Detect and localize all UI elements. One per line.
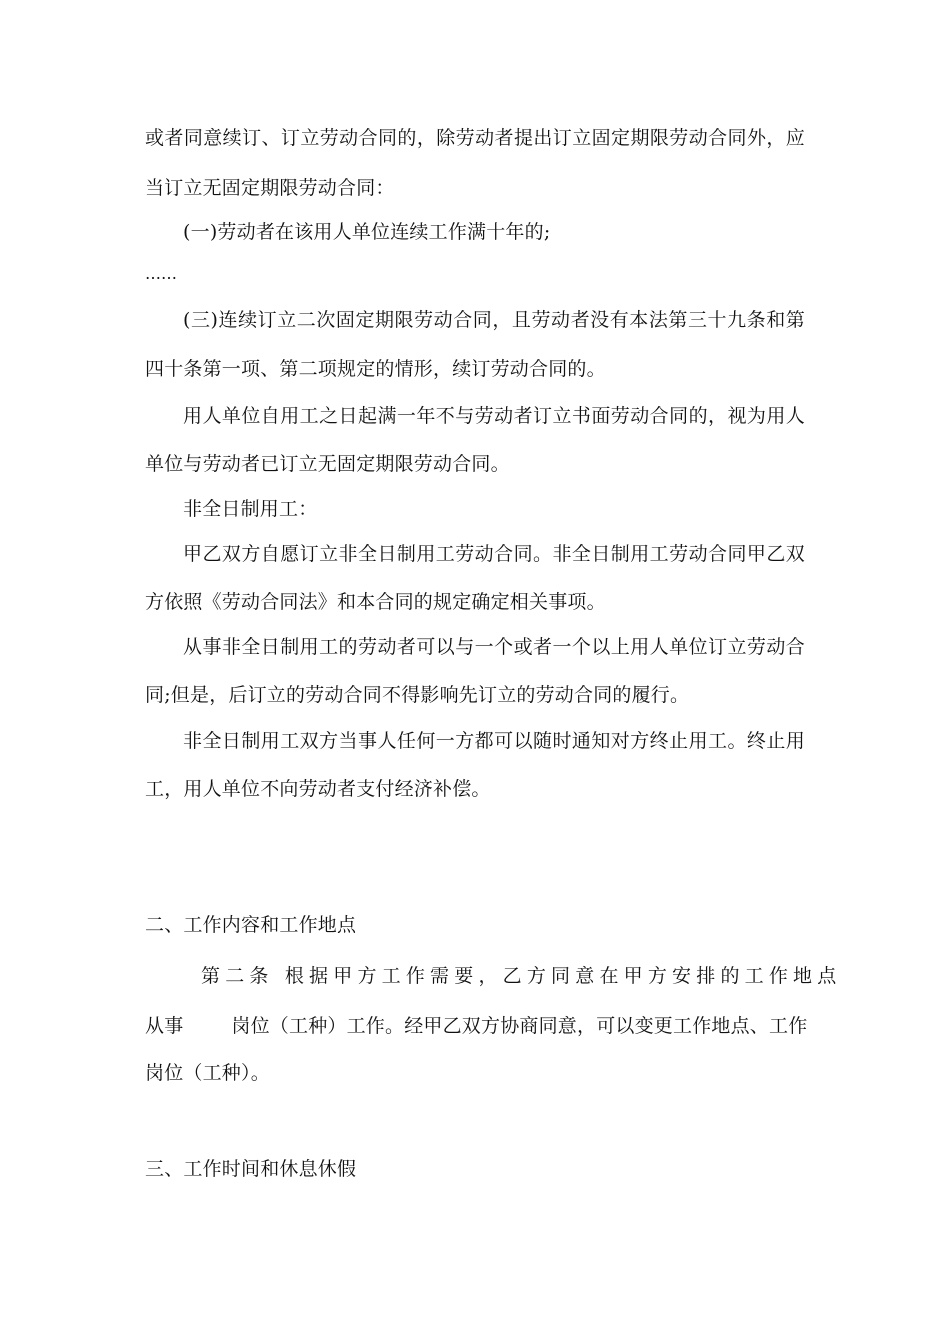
paragraph-line: 非全日制用工双方当事人任何一方都可以随时通知对方终止用工。终止用 [183, 730, 805, 752]
paragraph-line: 当订立无固定期限劳动合同： [145, 177, 395, 199]
ellipsis-line: …… [145, 264, 177, 283]
paragraph-line: 工，用人单位不向劳动者支付经济补偿。 [145, 778, 491, 800]
list-item-one: (一)劳动者在该用人单位连续工作满十年的; [183, 221, 551, 243]
article-two-line [145, 1013, 808, 1039]
paragraph-line: 甲乙双方自愿订立非全日制用工劳动合同。非全日制用工劳动合同甲乙双 [183, 543, 805, 565]
paragraph-line: 方依照《劳动合同法》和本合同的规定确定相关事项。 [145, 591, 606, 613]
section-heading-work-content: 二、工作内容和工作地点 [145, 914, 357, 936]
article-text: 从事 [145, 1015, 184, 1037]
paragraph-line: 从事非全日制用工的劳动者可以与一个或者一个以上用人单位订立劳动合 [183, 636, 805, 658]
paragraph-line: 或者同意续订、订立劳动合同的，除劳动者提出订立固定期限劳动合同外，应 [145, 127, 805, 149]
paragraph-line: 同;但是，后订立的劳动合同不得影响先订立的劳动合同的履行。 [145, 684, 690, 706]
section-heading-work-hours: 三、工作时间和休息休假 [145, 1158, 357, 1180]
article-two-line: 岗位（工种）。 [145, 1062, 270, 1084]
paragraph-line: 单位与劳动者已订立无固定期限劳动合同。 [145, 453, 510, 475]
subheading-part-time: 非全日制用工： [183, 498, 318, 520]
paragraph-line: 用人单位自用工之日起满一年不与劳动者订立书面劳动合同的，视为用人 [183, 405, 805, 427]
paragraph-line: 四十条第一项、第二项规定的情形，续订劳动合同的。 [145, 358, 606, 380]
article-text: 岗位（工种）工作。经甲乙双方协商同意，可以变更工作地点、工作 [231, 1015, 808, 1037]
article-two-line: 第二条 根据甲方工作需要，乙方同意在甲方安排的工作地点 [201, 965, 842, 987]
list-item-three: (三)连续订立二次固定期限劳动合同，且劳动者没有本法第三十九条和第 [183, 309, 805, 331]
